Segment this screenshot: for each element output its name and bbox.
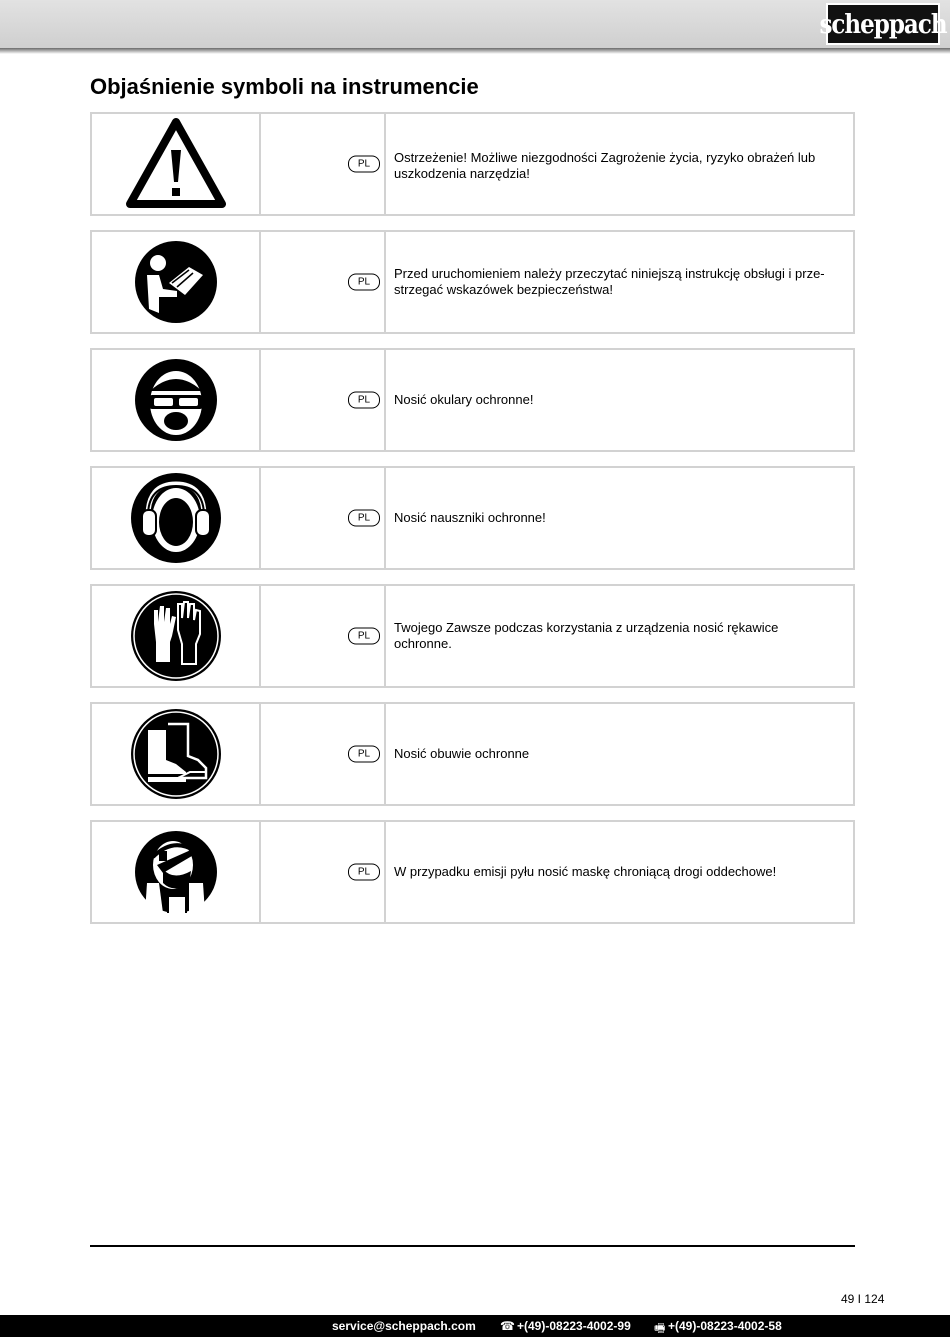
symbol-description: Nosić nauszniki ochronne!	[394, 510, 546, 525]
safety-gloves-icon	[130, 590, 222, 682]
lang-badge: PL	[348, 746, 380, 763]
symbol-row-goggles	[90, 348, 855, 452]
warning-triangle-icon	[124, 116, 228, 212]
lang-badge: PL	[348, 156, 380, 173]
symbol-description: Ostrzeżenie! Możliwe niezgodności Zagrożenie życia, ryzyko obrażeń lub uszkodzenia narzędzia!	[394, 150, 816, 181]
lang-cell	[261, 232, 386, 332]
lang-cell	[261, 704, 386, 804]
safety-boots-icon	[130, 708, 222, 800]
symbol-cell	[92, 232, 261, 332]
symbol-row-warning	[90, 112, 855, 216]
lang-cell	[261, 350, 386, 450]
symbol-row-mask	[90, 820, 855, 924]
fax-icon: 🖷	[654, 1321, 666, 1335]
read-manual-icon	[133, 239, 219, 325]
symbol-cell	[92, 822, 261, 922]
symbol-cell	[92, 114, 261, 214]
lang-cell	[261, 114, 386, 214]
symbol-row-ear	[90, 466, 855, 570]
header-shadow	[0, 48, 950, 54]
page-number: 49 I 124	[841, 1292, 885, 1306]
scheppach-logo	[819, 3, 947, 45]
header-bar	[0, 0, 950, 48]
dust-mask-icon	[133, 829, 219, 915]
ear-protection-icon	[130, 472, 222, 564]
phone-icon: ☎	[500, 1319, 515, 1333]
symbol-row-boots	[90, 702, 855, 806]
lang-cell	[261, 822, 386, 922]
email-address[interactable]: service@scheppach.com	[332, 1319, 476, 1333]
symbol-cell	[92, 468, 261, 568]
symbol-description: Nosić okulary ochronne!	[394, 392, 534, 407]
symbol-description: Twojego Zawsze podczas korzystania z urządzenia nosić rękawice ochronne.	[394, 620, 779, 651]
lang-cell	[261, 586, 386, 686]
contact-bar	[0, 1315, 950, 1337]
logo-text: scheppach	[819, 8, 947, 40]
safety-goggles-icon	[133, 357, 219, 443]
symbol-cell	[92, 704, 261, 804]
symbol-cell	[92, 586, 261, 686]
lang-badge: PL	[348, 392, 380, 409]
lang-badge: PL	[348, 628, 380, 645]
symbol-description: W przypadku emisji pyłu nosić maskę chroniącą drogi oddechowe!	[394, 864, 777, 879]
fax-number: +(49)-08223-4002-58	[668, 1319, 782, 1333]
symbol-description: Przed uruchomieniem należy przeczytać niniejszą instrukcję obsługi i prze- strzegać wskazówek bezpieczeństwa!	[394, 266, 825, 297]
lang-cell	[261, 468, 386, 568]
page-title: Objaśnienie symboli na instrumencie	[90, 74, 479, 99]
lang-badge: PL	[348, 274, 380, 291]
symbol-description: Nosić obuwie ochronne	[394, 746, 530, 761]
symbol-row-manual	[90, 230, 855, 334]
symbol-row-gloves	[90, 584, 855, 688]
lang-badge: PL	[348, 510, 380, 527]
lang-badge: PL	[348, 864, 380, 881]
phone-number: +(49)-08223-4002-99	[517, 1319, 631, 1333]
symbol-cell	[92, 350, 261, 450]
footer-rule	[90, 1245, 855, 1247]
